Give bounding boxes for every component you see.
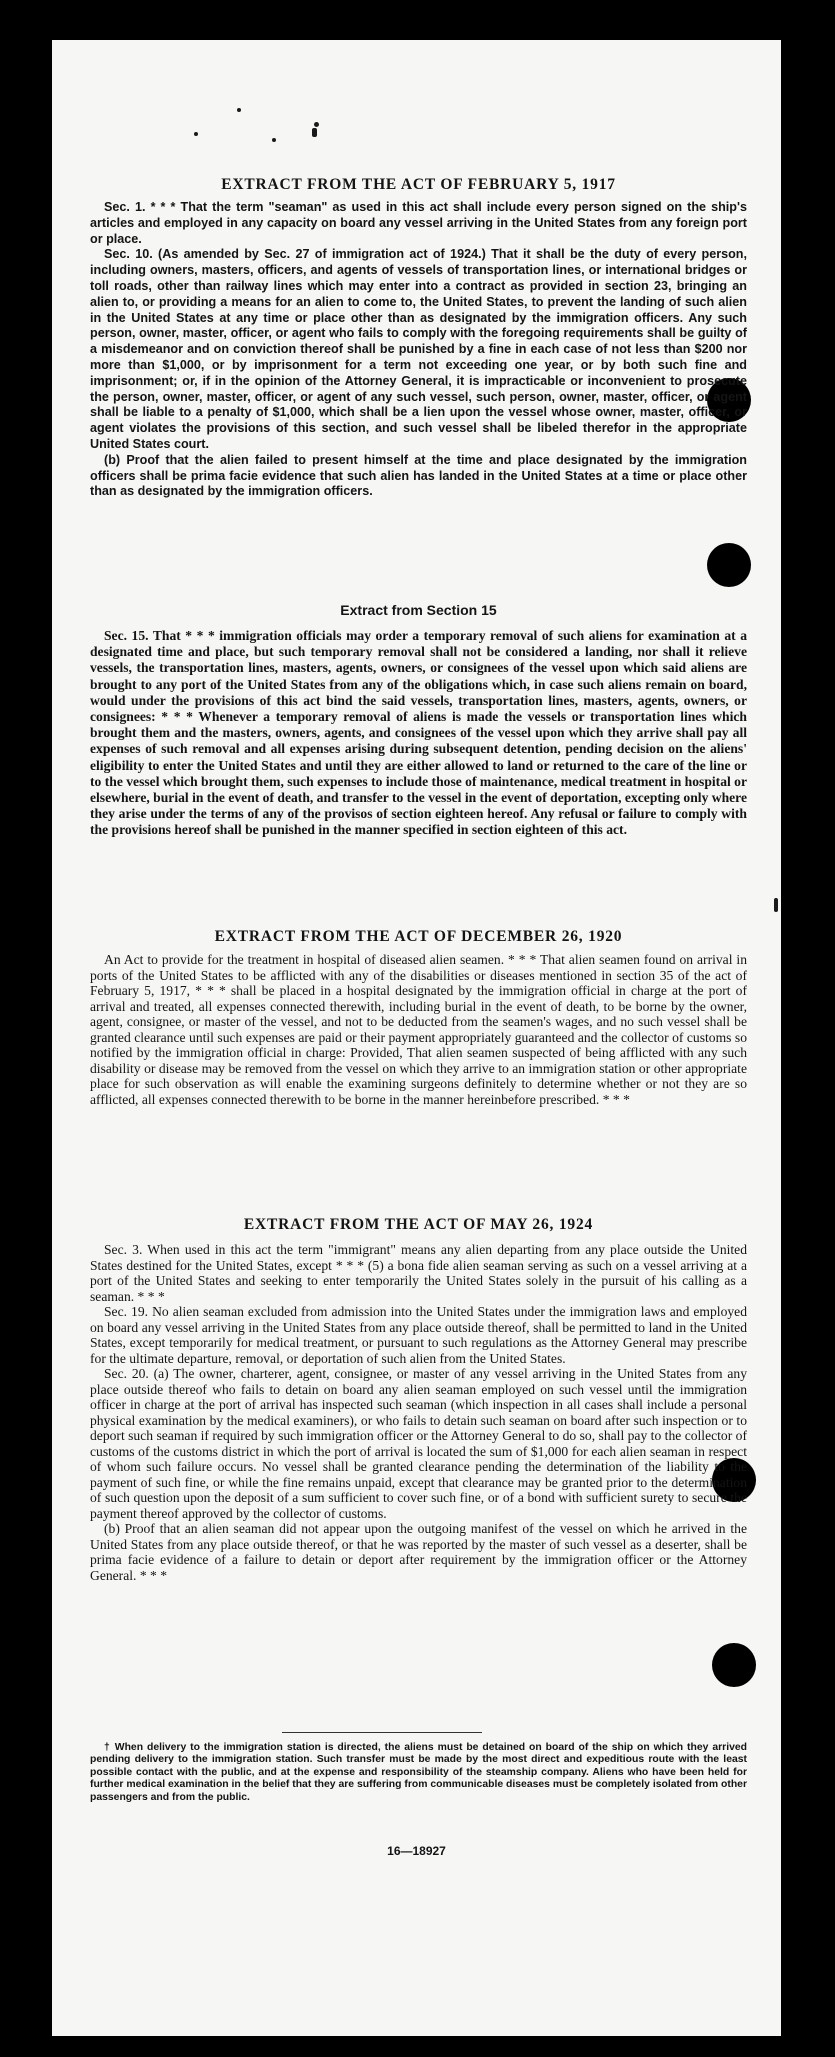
page-number: 16—18927 [387,1844,446,1858]
paragraph-sec10: Sec. 10. (As amended by Sec. 27 of immigration act of 1924.) That it shall be the duty of every person, including owners, masters, officers, and agents of vessels of transportation lines, or international bridges or toll roads, other than railway lines which may enter into a contract as provided in section 23, bringing an alien to, or providing a means for an alien to come to, the United States, to prevent the landing of such alien in the United States at any time or place other than as designated by the immigration officers. Any such person, owner, master, officer, or agent who fails to comply with the foregoing requirements shall be guilty of a misdemeanor and on conviction thereof shall be punished by a fine in each case of not less than $200 nor more than $1,000, or by imprisonment for a term not exceeding one year, or by both such fine and imprisonment; or, if in the opinion of the Attorney General, it is impracticable or inconvenient to prosecute the person, owner, master, officer, or agent of any such vessel, such person, owner, master, officer, or agent shall be liable to a penalty of $1,000, which shall be a lien upon the vessel whose owner, master, officer, or agent violates the provisions of this section, and such vessel shall be libeled therefor in the appropriate United States court. [90,247,747,451]
document-page [52,40,781,2036]
footnote-text: † When delivery to the immigration station is directed, the aliens must be detained on board of the ship on which they arrived pending delivery to the immigration station. Such transfer must be made by the most direct and expeditious route with the least possible contact with the public, and at the expense and responsibility of the steamship company. Aliens who have been held for further medical examination in the belief that they are suffering from communicable diseases must be completely isolated from other passengers and from the public. [90,1742,747,1803]
heading-act-1917: EXTRACT FROM THE ACT OF FEBRUARY 5, 1917 [221,176,616,193]
ink-speck [312,128,317,137]
paragraph-sec20b: (b) Proof that an alien seaman did not appear upon the outgoing manifest of the vessel on which he arrived in the United States from any place outside thereof, or that he was reported by the master of such vessel as a deserter, shall be prima facie evidence of a failure to detain or deport after requirement by the immigration officer or the Attorney General. * * * [90,1521,747,1583]
ink-speck [194,132,198,136]
footnote-divider [282,1732,482,1733]
heading-section-15: Extract from Section 15 [340,602,497,618]
paragraph-sec20a: Sec. 20. (a) The owner, charterer, agent, consignee, or master of any vessel arriving in the United States from any place outside thereof who fails to detain on board any alien seaman employed on such vessel until the immigration officer in charge at the port of arrival has inspected such seaman (which inspection in all cases shall include a personal physical examination by the medical examiners), or who fails to detain such seaman on board after such inspection or to deport such seaman if required by such immigration officer or the Attorney General to do so, shall pay to the collector of customs of the customs district in which the port of arrival is located the sum of $1,000 for each alien seaman in respect of whom such failure occurs. No vessel shall be granted clearance pending the determination of the liability to the payment of such fine, or while the fine remains unpaid, except that clearance may be granted prior to the determination of such question upon the deposit of a sum sufficient to cover such fine, or of a bond with sufficient surety to secure the payment thereof approved by the collector of customs. [90,1366,747,1521]
footnote [90,1742,747,1804]
ink-speck [314,122,319,127]
paragraph-proof: (b) Proof that the alien failed to present himself at the time and place designated by the immigration officers shall be prima facie evidence that such alien has landed in the United States at a time or place other than as designated by the immigration officers. [90,452,747,499]
heading-act-1920: EXTRACT FROM THE ACT OF DECEMBER 26, 1920 [214,928,623,945]
heading-act-1924: EXTRACT FROM THE ACT OF MAY 26, 1924 [243,1216,594,1233]
paragraph-sec19: Sec. 19. No alien seaman excluded from admission into the United States under the immigration laws and employed on board any vessel arriving in the United States from any place outside thereof, shall be permitted to land in the United States, except temporarily for medical treatment, or pursuant to such regulations as the Attorney General may prescribe for the ultimate departure, removal, or deportation of such alien from the United States. [90,1304,747,1366]
ink-speck [237,108,241,112]
paragraph-sec15: Sec. 15. That * * * immigration officials may order a temporary removal of such aliens for examination at a designated time and place, but such temporary removal shall not be considered a landing, nor shall it relieve vessels, the transportation lines, masters, agents, owners, or consignees of the vessel upon which said aliens are brought to any port of the United States from any of the obligations which, in case such aliens remain on board, would under the provisions of this act bind the said vessels, transportation lines, masters, agents, owners, or consignees: * * * Whenever a temporary removal of aliens is made the vessels or transportation lines which brought them and the masters, owners, agents, and consignees of the vessel upon which they arrive shall pay all expenses of such removal and all expenses arising during subsequent detention, pending decision on the aliens' eligibility to enter the United States and until they are either allowed to land or returned to the care of the line or to the vessel which brought them, such expenses to include those of maintenance, medical treatment in hospital or elsewhere, burial in the event of death, and transfer to the vessel in the event of deportation, excepting only where they arise under the terms of any of the provisos of section eighteen hereof. Any refusal or failure to comply with the provisions hereof shall be punished in the manner specified in section eighteen of this act. [90,628,747,838]
section-1924 [90,1242,747,1583]
punch-hole [712,1643,756,1687]
section-15 [90,628,747,839]
section-1917 [90,200,747,500]
punch-hole [707,543,751,587]
section-1920 [90,952,747,1107]
ink-speck [774,898,778,912]
paragraph-sec1: Sec. 1. * * * That the term "seaman" as used in this act shall include every person signed on the ship's articles and employed in any capacity on board any vessel arriving in the United States from any foreign port or place. [90,200,747,246]
paragraph-dec-1920: An Act to provide for the treatment in hospital of diseased alien seamen. * * * That alien seamen found on arrival in ports of the United States to be afflicted with any of the disabilities or diseases mentioned in section 35 of the act of February 5, 1917, * * * shall be placed in a hospital designated by the immigration official in charge at the port of arrival and treated, all expenses connected therewith, including burial in the event of death, to be borne by the owner, agent, consignee, or master of the vessel, and not to be deducted from the seamen's wages, and no such vessel shall be granted clearance until such expenses are paid or their payment appropriately guaranteed and the collector of customs so notified by the immigration official in charge: Provided, That alien seamen suspected of being afflicted with any such disability or disease may be removed from the vessel on which they arrive to an immigration station or other appropriate place for such observation as will enable the examining surgeons definitely to determine whether or not they are so afflicted, all expenses connected therewith to be borne in the manner hereinbefore prescribed. * * * [90,952,747,1107]
ink-speck [272,138,276,142]
paragraph-sec3: Sec. 3. When used in this act the term "immigrant" means any alien departing from any place outside the United States destined for the United States, except * * * (5) a bona fide alien seaman serving as such on a vessel arriving at a port of the United States and seeking to enter temporarily the United States solely in the pursuit of his calling as a seaman. * * * [90,1242,747,1304]
